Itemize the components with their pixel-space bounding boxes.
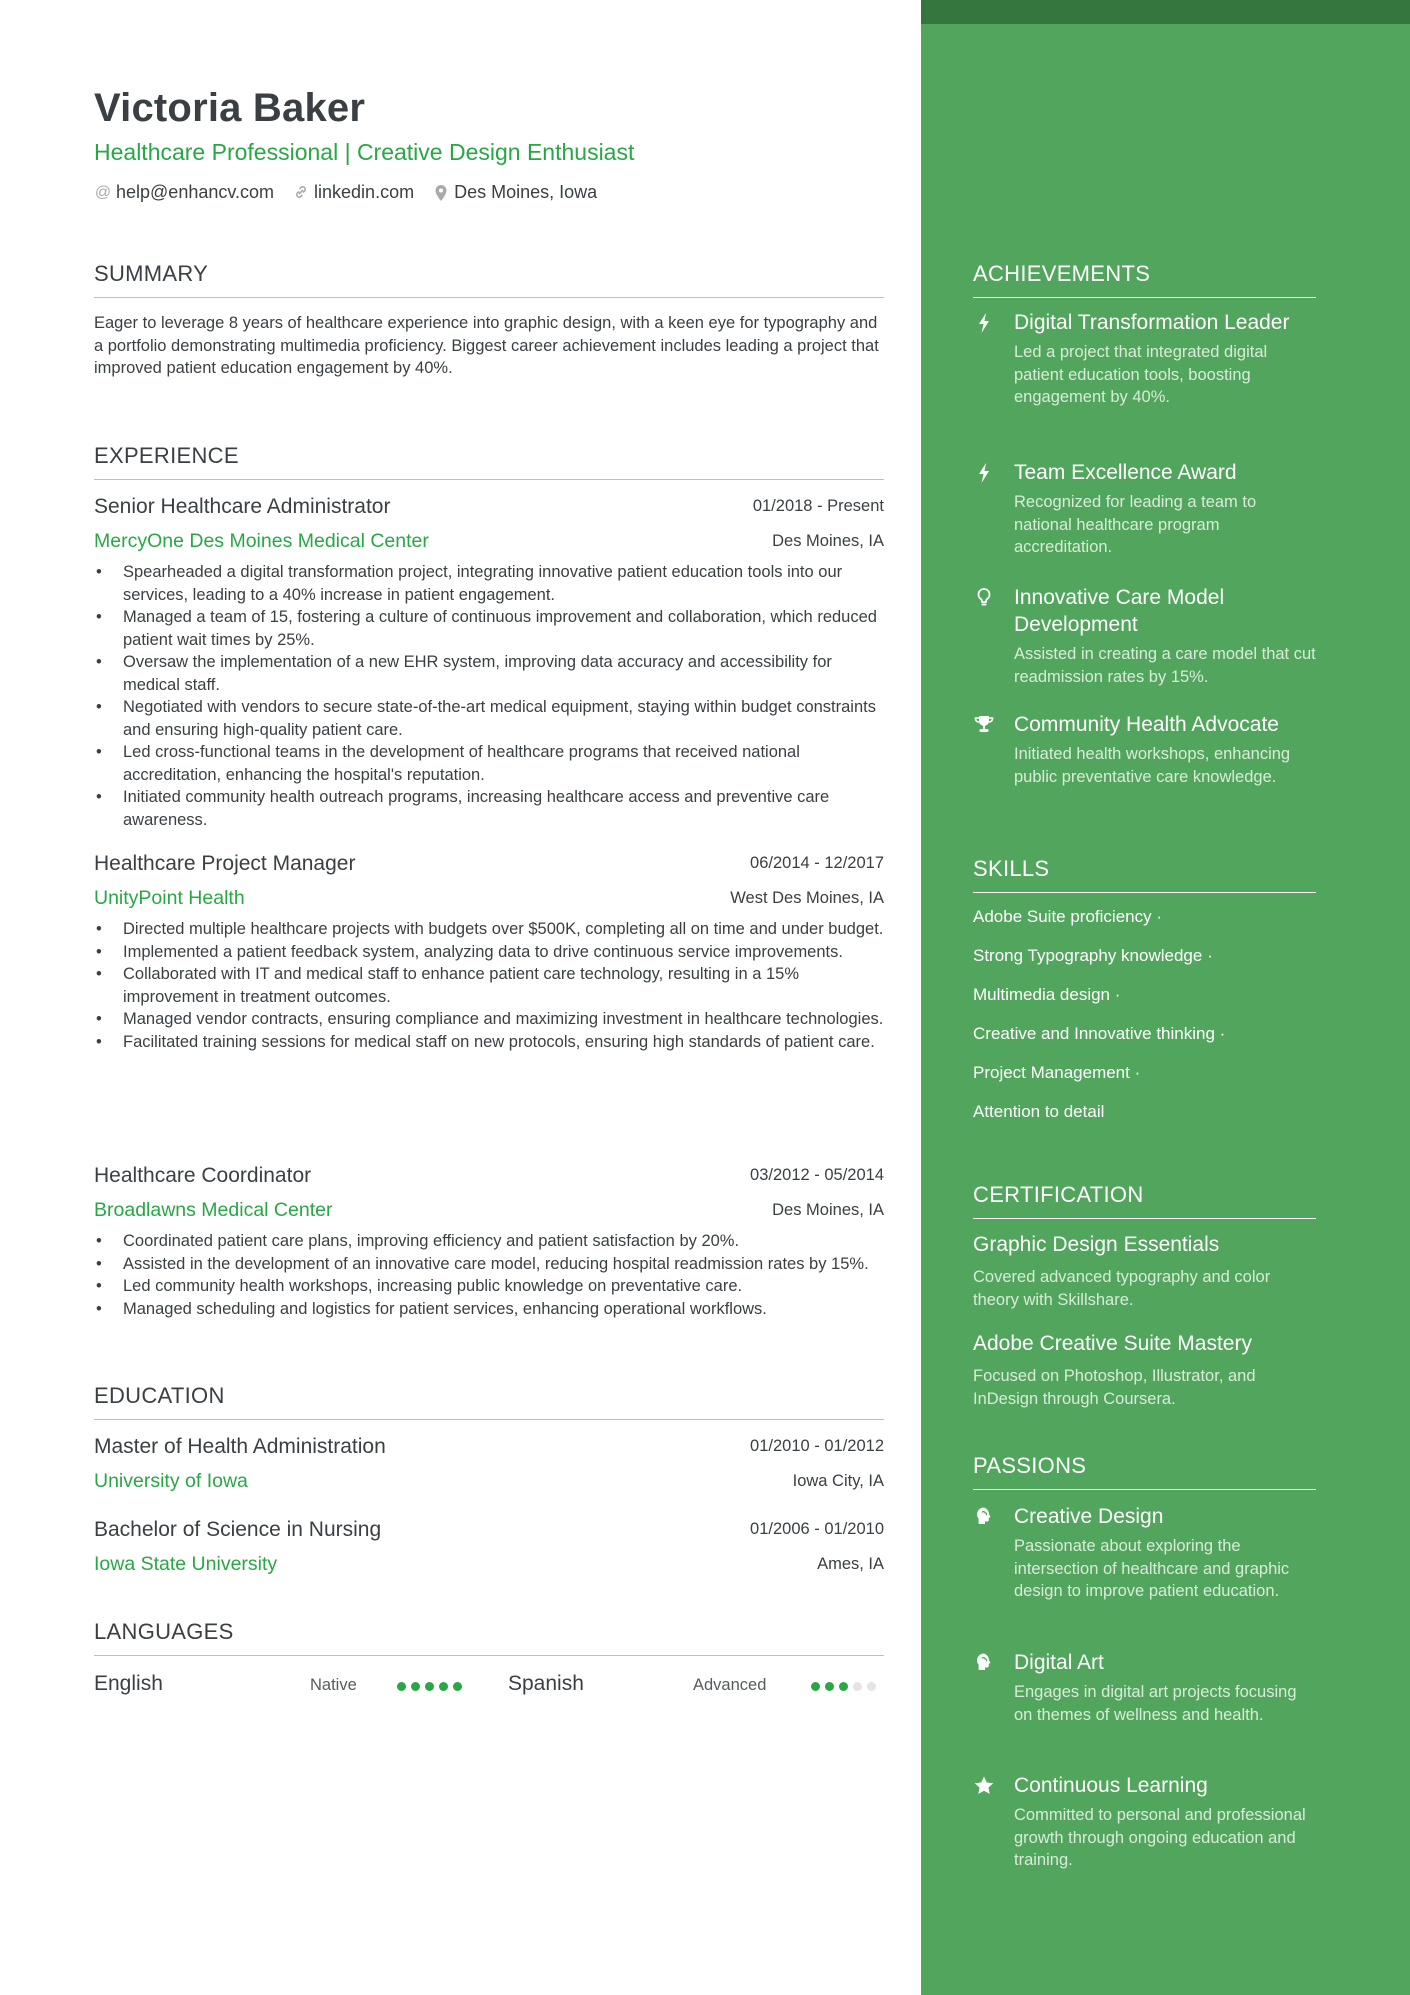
education-school: University of Iowa: [94, 1470, 248, 1492]
job-dates: 01/2018 - Present: [752, 497, 884, 515]
trophy-icon: [973, 714, 995, 736]
bullet-item: • Directed multiple healthcare projects with budgets over $500K, completing all on time and under budget.: [94, 918, 884, 941]
job-dates: 03/2012 - 05/2014: [750, 1166, 884, 1184]
passion-title: Digital Art: [1014, 1651, 1104, 1674]
job-title: Healthcare Project Manager: [94, 852, 356, 875]
contact-list: [94, 182, 615, 203]
certification-heading: CERTIFICATION: [973, 1182, 1316, 1219]
skill-item: Multimedia design ·: [973, 985, 1121, 1004]
rating-dot: [811, 1682, 820, 1691]
languages-heading: LANGUAGES: [94, 1619, 884, 1656]
job-company: Broadlawns Medical Center: [94, 1199, 333, 1221]
candidate-name: Victoria Baker: [94, 86, 366, 130]
summary-text: Eager to leverage 8 years of healthcare experience into graphic design, with a keen eye for typography and a portfolio demonstrating multimedia proficiency. Biggest career achievement includes leading a project that improved patient education engagement by 40%.: [94, 314, 879, 377]
passion-item: [973, 1649, 1316, 1726]
bullet-item: • Assisted in the development of an innovative care model, reducing hospital readmission rates by 15%.: [94, 1253, 884, 1276]
achievement-title: Digital Transformation Leader: [1014, 311, 1290, 334]
achievements-heading: ACHIEVEMENTS: [973, 261, 1316, 298]
passion-item: [973, 1503, 1316, 1603]
sidebar-top-bar: [921, 0, 1410, 24]
link-icon: [292, 184, 310, 202]
achievement-title: Community Health Advocate: [1014, 713, 1279, 736]
bullet-item: • Initiated community health outreach programs, increasing healthcare access and preventive care awareness.: [94, 786, 884, 831]
candidate-subtitle: Healthcare Professional | Creative Design Enthusiast: [94, 139, 635, 165]
at-icon: @: [94, 183, 112, 201]
experience-heading: EXPERIENCE: [94, 443, 884, 480]
language-level: Advanced: [693, 1676, 767, 1694]
passion-desc: Engages in digital art projects focusing on themes of wellness and health.: [1014, 1683, 1297, 1724]
certification-desc: Covered advanced typography and color theory with Skillshare.: [973, 1268, 1271, 1309]
education-location: Ames, IA: [817, 1555, 884, 1573]
skill-item: Adobe Suite proficiency ·: [973, 907, 1162, 926]
job-bullets: [94, 561, 884, 831]
certification-desc: Focused on Photoshop, Illustrator, and InDesign through Coursera.: [973, 1367, 1256, 1408]
rating-dot: [411, 1682, 420, 1691]
job-location: Des Moines, IA: [772, 1201, 884, 1219]
job-location: Des Moines, IA: [772, 532, 884, 550]
job-company: UnityPoint Health: [94, 887, 245, 909]
achievement-item: [973, 584, 1316, 688]
bullet-item: • Spearheaded a digital transformation project, integrating innovative patient education tools into our services, leading to a 40% increase in patient engagement.: [94, 561, 884, 606]
bullet-item: • Collaborated with IT and medical staff to enhance patient care technology, resulting in a 15% improvement in treatment outcomes.: [94, 963, 884, 1008]
job-company: MercyOne Des Moines Medical Center: [94, 530, 429, 552]
education-dates: 01/2006 - 01/2010: [750, 1520, 884, 1538]
skill-item: Attention to detail: [973, 1102, 1105, 1121]
achievement-item: [973, 459, 1316, 559]
achievement-desc: Led a project that integrated digital patient education tools, boosting engagement by 40%.: [1014, 343, 1268, 406]
passion-item: [973, 1772, 1316, 1872]
job-bullets: [94, 1230, 884, 1320]
lightning-bolt-icon: [973, 462, 995, 484]
rating-dot: [425, 1682, 434, 1691]
education-degree: Master of Health Administration: [94, 1435, 386, 1458]
lightbulb-icon: [973, 587, 995, 609]
rating-dot: [853, 1682, 862, 1691]
achievement-desc: Assisted in creating a care model that cut readmission rates by 15%.: [1014, 645, 1316, 686]
education-heading: EDUCATION: [94, 1383, 884, 1420]
contact-location: [432, 182, 597, 203]
language-name: Spanish: [508, 1672, 584, 1695]
job-title: Senior Healthcare Administrator: [94, 495, 391, 518]
passion-title: Creative Design: [1014, 1505, 1164, 1528]
skills-heading: SKILLS: [973, 856, 1316, 893]
rating-dot: [839, 1682, 848, 1691]
skill-item: Creative and Innovative thinking ·: [973, 1024, 1226, 1043]
passion-title: Continuous Learning: [1014, 1774, 1208, 1797]
education-degree: Bachelor of Science in Nursing: [94, 1518, 382, 1541]
skill-item: Strong Typography knowledge ·: [973, 946, 1213, 965]
bullet-item: • Led community health workshops, increasing public knowledge on preventative care.: [94, 1275, 884, 1298]
achievement-desc: Recognized for leading a team to national healthcare program accreditation.: [1014, 493, 1257, 556]
star-icon: [973, 1775, 995, 1797]
bullet-item: • Managed a team of 15, fostering a culture of continuous improvement and collaboration, which reduced patient wait times by 25%.: [94, 606, 884, 651]
lightning-bolt-icon: [973, 312, 995, 334]
bullet-item: • Managed vendor contracts, ensuring compliance and maximizing investment in healthcare technologies.: [94, 1008, 884, 1031]
bullet-item: • Managed scheduling and logistics for patient services, enhancing operational workflows.: [94, 1298, 884, 1321]
language-rating: [397, 1682, 467, 1691]
passions-heading: PASSIONS: [973, 1453, 1316, 1490]
brain-head-icon: [973, 1506, 995, 1528]
rating-dot: [825, 1682, 834, 1691]
sidebar-column: [921, 0, 1410, 1995]
passion-desc: Passionate about exploring the intersection of healthcare and graphic design to improve patient education.: [1014, 1537, 1290, 1600]
achievement-desc: Initiated health workshops, enhancing public preventative care knowledge.: [1014, 745, 1291, 786]
rating-dot: [453, 1682, 462, 1691]
bullet-item: • Oversaw the implementation of a new EHR system, improving data accuracy and accessibility for medical staff.: [94, 651, 884, 696]
location-pin-icon: [432, 184, 450, 202]
contact-location-text: Des Moines, Iowa: [454, 182, 598, 202]
achievement-title: Team Excellence Award: [1014, 461, 1237, 484]
achievement-item: [973, 711, 1316, 788]
job-bullets: [94, 918, 884, 1053]
summary-heading: SUMMARY: [94, 261, 884, 298]
achievement-item: [973, 309, 1316, 409]
rating-dot: [867, 1682, 876, 1691]
contact-email-text: help@enhancv.com: [116, 182, 275, 202]
achievement-title: Innovative Care Model Development: [1014, 586, 1225, 636]
bullet-item: • Coordinated patient care plans, improving efficiency and patient satisfaction by 20%.: [94, 1230, 884, 1253]
certification-title: Graphic Design Essentials: [973, 1233, 1220, 1256]
job-title: Healthcare Coordinator: [94, 1164, 312, 1187]
job-dates: 06/2014 - 12/2017: [750, 854, 884, 872]
contact-linkedin[interactable]: [292, 182, 414, 203]
rating-dot: [439, 1682, 448, 1691]
education-school: Iowa State University: [94, 1553, 278, 1575]
languages-row: [94, 1672, 884, 1702]
language-name: English: [94, 1672, 163, 1695]
education-location: Iowa City, IA: [792, 1472, 884, 1490]
language-level: Native: [310, 1676, 357, 1694]
bullet-item: • Implemented a patient feedback system, analyzing data to drive continuous service improvements.: [94, 941, 884, 964]
contact-email[interactable]: [94, 182, 274, 203]
bullet-item: • Negotiated with vendors to secure state-of-the-art medical equipment, staying within budget constraints and ensuring high-quality patient care.: [94, 696, 884, 741]
bullet-item: • Led cross-functional teams in the development of healthcare programs that received national accreditation, enhancing the hospital's reputation.: [94, 741, 884, 786]
bullet-item: • Facilitated training sessions for medical staff on new protocols, ensuring high standards of patient care.: [94, 1031, 884, 1054]
language-rating: [811, 1682, 881, 1691]
education-dates: 01/2010 - 01/2012: [750, 1437, 884, 1455]
contact-linkedin-text: linkedin.com: [314, 182, 415, 202]
brain-head-icon: [973, 1652, 995, 1674]
passion-desc: Committed to personal and professional growth through ongoing education and training.: [1014, 1806, 1306, 1869]
rating-dot: [397, 1682, 406, 1691]
job-location: West Des Moines, IA: [730, 889, 884, 907]
certification-title: Adobe Creative Suite Mastery: [973, 1332, 1252, 1355]
skill-item: Project Management ·: [973, 1063, 1141, 1082]
